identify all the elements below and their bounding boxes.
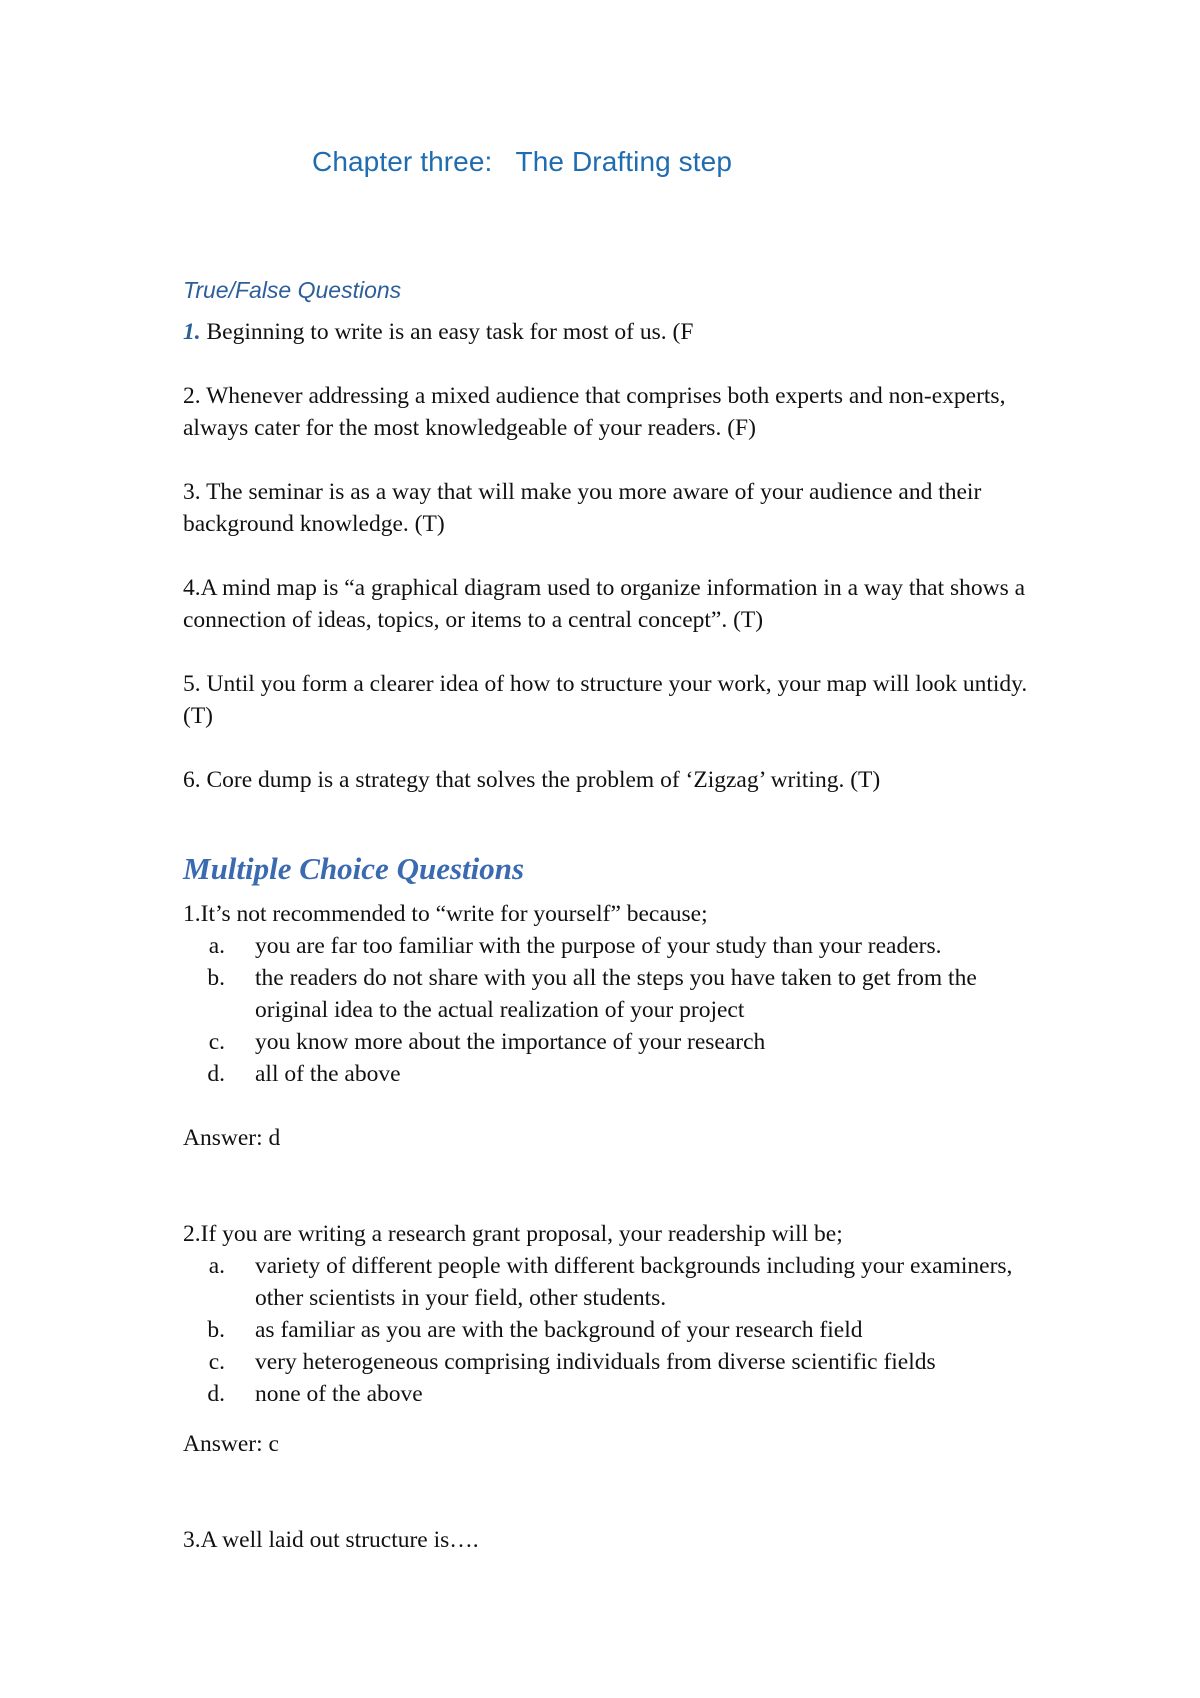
tf-question-2 bbox=[183, 380, 1043, 444]
mc-option bbox=[183, 1026, 1043, 1058]
tf-question-number: 5. bbox=[183, 671, 201, 697]
tf-question-text: Beginning to write is an easy task for most of us. (F bbox=[200, 319, 694, 345]
mc-question-2-options bbox=[183, 1250, 1043, 1410]
option-text: none of the above bbox=[255, 1381, 423, 1407]
tf-question-1 bbox=[183, 316, 1043, 348]
tf-question-number: 6. bbox=[183, 767, 201, 793]
tf-question-text: Until you form a clearer idea of how to structure your work, your map will look untidy. (T) bbox=[183, 671, 1028, 729]
true-false-heading: True/False Questions bbox=[183, 277, 402, 303]
chapter-title: Chapter three: The Drafting step bbox=[312, 146, 732, 177]
option-letter: d. bbox=[207, 1061, 225, 1087]
mc-option bbox=[183, 1250, 1043, 1314]
option-text: you are far too familiar with the purpose of your study than your readers. bbox=[255, 933, 942, 959]
mc-question-2-answer: Answer: c bbox=[183, 1431, 279, 1457]
mc-question-1-answer: Answer: d bbox=[183, 1125, 281, 1151]
option-letter: c. bbox=[208, 1349, 225, 1375]
option-letter: b. bbox=[207, 1317, 225, 1343]
multiple-choice-heading: Multiple Choice Questions bbox=[183, 851, 525, 886]
mc-question-1-options bbox=[183, 930, 1043, 1090]
option-text: as familiar as you are with the background of your research field bbox=[255, 1317, 863, 1343]
mc-option bbox=[183, 1314, 1043, 1346]
option-letter: a. bbox=[208, 933, 225, 959]
tf-question-text: Core dump is a strategy that solves the problem of ‘Zigzag’ writing. (T) bbox=[200, 767, 881, 793]
option-letter: c. bbox=[208, 1029, 225, 1055]
tf-question-4 bbox=[183, 572, 1043, 636]
tf-question-5 bbox=[183, 668, 1043, 732]
option-text: very heterogeneous comprising individuals from diverse scientific fields bbox=[255, 1349, 936, 1375]
mc-question-2-stem: 2.If you are writing a research grant proposal, your readership will be; bbox=[183, 1221, 843, 1247]
option-text: variety of different people with different backgrounds including your examiners, other scientists in your field, other students. bbox=[255, 1253, 1013, 1311]
tf-question-text: A mind map is “a graphical diagram used to organize information in a way that shows a connection of ideas, topics, or items to a central concept”. (T) bbox=[183, 575, 1026, 633]
option-letter: b. bbox=[207, 965, 225, 991]
option-text: you know more about the importance of your research bbox=[255, 1029, 766, 1055]
tf-question-3 bbox=[183, 476, 1043, 540]
option-text: all of the above bbox=[255, 1061, 401, 1087]
tf-question-text: The seminar is as a way that will make you more aware of your audience and their background knowledge. (T) bbox=[183, 479, 982, 537]
tf-question-number: 2. bbox=[183, 383, 201, 409]
mc-question-3-stem: 3.A well laid out structure is…. bbox=[183, 1527, 479, 1553]
mc-option bbox=[183, 1058, 1043, 1090]
mc-option bbox=[183, 1378, 1043, 1410]
mc-question-1-stem: 1.It’s not recommended to “write for yourself” because; bbox=[183, 901, 708, 927]
option-letter: d. bbox=[207, 1381, 225, 1407]
tf-question-6 bbox=[183, 764, 1043, 796]
mc-option bbox=[183, 962, 1043, 1026]
tf-question-text: Whenever addressing a mixed audience that comprises both experts and non-experts, always cater for the most knowledgeable of your readers. (F) bbox=[183, 383, 1006, 441]
option-letter: a. bbox=[208, 1253, 225, 1279]
option-text: the readers do not share with you all the steps you have taken to get from the original idea to the actual realization of your project bbox=[255, 965, 977, 1023]
tf-question-number: 1. bbox=[183, 319, 201, 345]
mc-option bbox=[183, 930, 1043, 962]
tf-question-number: 3. bbox=[183, 479, 201, 505]
mc-option bbox=[183, 1346, 1043, 1378]
tf-question-number: 4. bbox=[183, 575, 201, 601]
